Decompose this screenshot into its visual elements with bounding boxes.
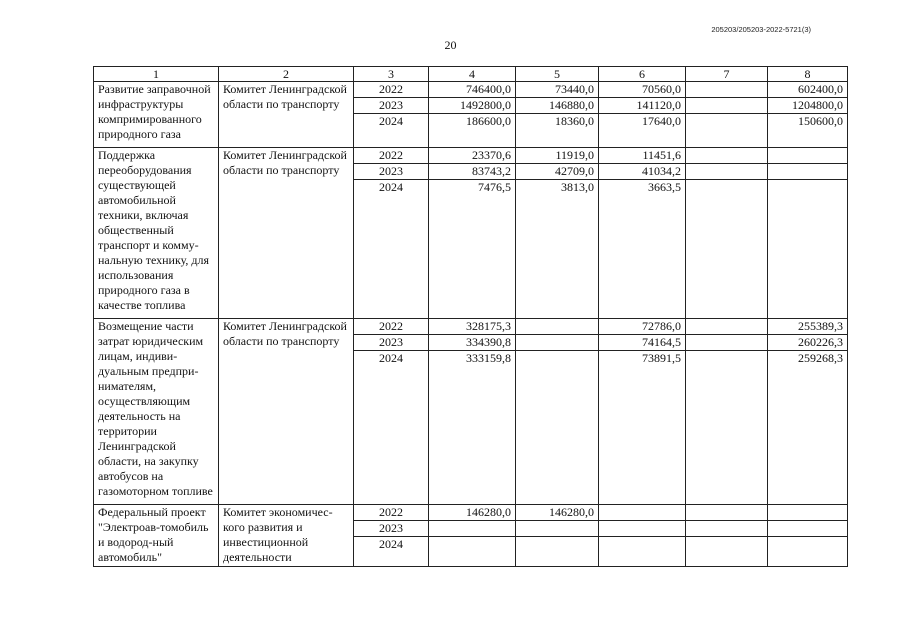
table-header-row (94, 67, 848, 82)
year-cell: 2024 (354, 114, 429, 148)
value-cell (686, 114, 768, 148)
table-row (94, 148, 848, 164)
year-cell: 2023 (354, 335, 429, 351)
measure-name: Возмещение части затрат юридическим лицам, индиви-дуальным предпри-нимателям, осуществляющим деятельность на территории Ленинградской области, на закупку автобусов на газомоторном топливе (94, 319, 219, 505)
value-cell (768, 180, 848, 319)
table-row (94, 505, 848, 521)
value-cell (599, 537, 686, 567)
value-cell: 259268,3 (768, 351, 848, 505)
value-cell: 41034,2 (599, 164, 686, 180)
column-header: 5 (516, 67, 599, 82)
value-cell (686, 335, 768, 351)
value-cell: 333159,8 (429, 351, 516, 505)
value-cell: 746400,0 (429, 82, 516, 98)
executor-name: Комитет Ленинградской области по транспорту (219, 82, 354, 148)
value-cell (686, 180, 768, 319)
value-cell: 1492800,0 (429, 98, 516, 114)
column-header: 7 (686, 67, 768, 82)
value-cell: 17640,0 (599, 114, 686, 148)
column-header: 4 (429, 67, 516, 82)
year-cell: 2023 (354, 521, 429, 537)
value-cell: 334390,8 (429, 335, 516, 351)
value-cell: 23370,6 (429, 148, 516, 164)
value-cell (516, 335, 599, 351)
budget-table (93, 66, 848, 567)
value-cell: 73440,0 (516, 82, 599, 98)
page-number: 20 (444, 38, 457, 52)
value-cell: 146280,0 (429, 505, 516, 521)
value-cell: 18360,0 (516, 114, 599, 148)
value-cell (768, 537, 848, 567)
value-cell: 146880,0 (516, 98, 599, 114)
value-cell: 83743,2 (429, 164, 516, 180)
column-header: 6 (599, 67, 686, 82)
year-cell: 2024 (354, 180, 429, 319)
value-cell (686, 148, 768, 164)
value-cell (516, 319, 599, 335)
value-cell: 70560,0 (599, 82, 686, 98)
value-cell: 1204800,0 (768, 98, 848, 114)
value-cell (686, 505, 768, 521)
value-cell: 3813,0 (516, 180, 599, 319)
value-cell (599, 505, 686, 521)
year-cell: 2024 (354, 351, 429, 505)
value-cell: 73891,5 (599, 351, 686, 505)
value-cell: 7476,5 (429, 180, 516, 319)
value-cell: 11919,0 (516, 148, 599, 164)
table-body (94, 67, 848, 567)
value-cell (686, 98, 768, 114)
document-id: 205203/205203-2022-5721(3) (711, 25, 811, 34)
value-cell (516, 537, 599, 567)
executor-name: Комитет Ленинградской области по транспорту (219, 148, 354, 319)
value-cell: 186600,0 (429, 114, 516, 148)
value-cell: 141120,0 (599, 98, 686, 114)
value-cell (768, 164, 848, 180)
value-cell (686, 319, 768, 335)
value-cell (768, 148, 848, 164)
year-cell: 2023 (354, 98, 429, 114)
value-cell (599, 521, 686, 537)
measure-name: Развитие заправочной инфраструктуры компримированного природного газа (94, 82, 219, 148)
value-cell: 328175,3 (429, 319, 516, 335)
value-cell (686, 537, 768, 567)
value-cell: 602400,0 (768, 82, 848, 98)
year-cell: 2024 (354, 537, 429, 567)
value-cell: 255389,3 (768, 319, 848, 335)
value-cell: 74164,5 (599, 335, 686, 351)
value-cell (686, 164, 768, 180)
measure-name: Поддержка переоборудования существующей автомобильной техники, включая общественный транспорт и комму-нальную технику, для использования природного газа в качестве топлива (94, 148, 219, 319)
value-cell: 42709,0 (516, 164, 599, 180)
column-header: 8 (768, 67, 848, 82)
value-cell: 150600,0 (768, 114, 848, 148)
value-cell (429, 521, 516, 537)
value-cell: 3663,5 (599, 180, 686, 319)
table-row (94, 82, 848, 98)
value-cell (686, 521, 768, 537)
value-cell: 146280,0 (516, 505, 599, 521)
value-cell (686, 82, 768, 98)
value-cell: 11451,6 (599, 148, 686, 164)
value-cell: 72786,0 (599, 319, 686, 335)
executor-name: Комитет экономичес-кого развития и инвестиционной деятельности (219, 505, 354, 567)
table-row (94, 319, 848, 335)
value-cell (429, 537, 516, 567)
year-cell: 2023 (354, 164, 429, 180)
value-cell (686, 351, 768, 505)
year-cell: 2022 (354, 82, 429, 98)
value-cell (768, 505, 848, 521)
column-header: 3 (354, 67, 429, 82)
column-header: 1 (94, 67, 219, 82)
year-cell: 2022 (354, 505, 429, 521)
year-cell: 2022 (354, 319, 429, 335)
value-cell (516, 351, 599, 505)
year-cell: 2022 (354, 148, 429, 164)
column-header: 2 (219, 67, 354, 82)
value-cell (768, 521, 848, 537)
value-cell (516, 521, 599, 537)
measure-name: Федеральный проект "Электроав-томобиль и водород-ный автомобиль" (94, 505, 219, 567)
executor-name: Комитет Ленинградской области по транспорту (219, 319, 354, 505)
value-cell: 260226,3 (768, 335, 848, 351)
